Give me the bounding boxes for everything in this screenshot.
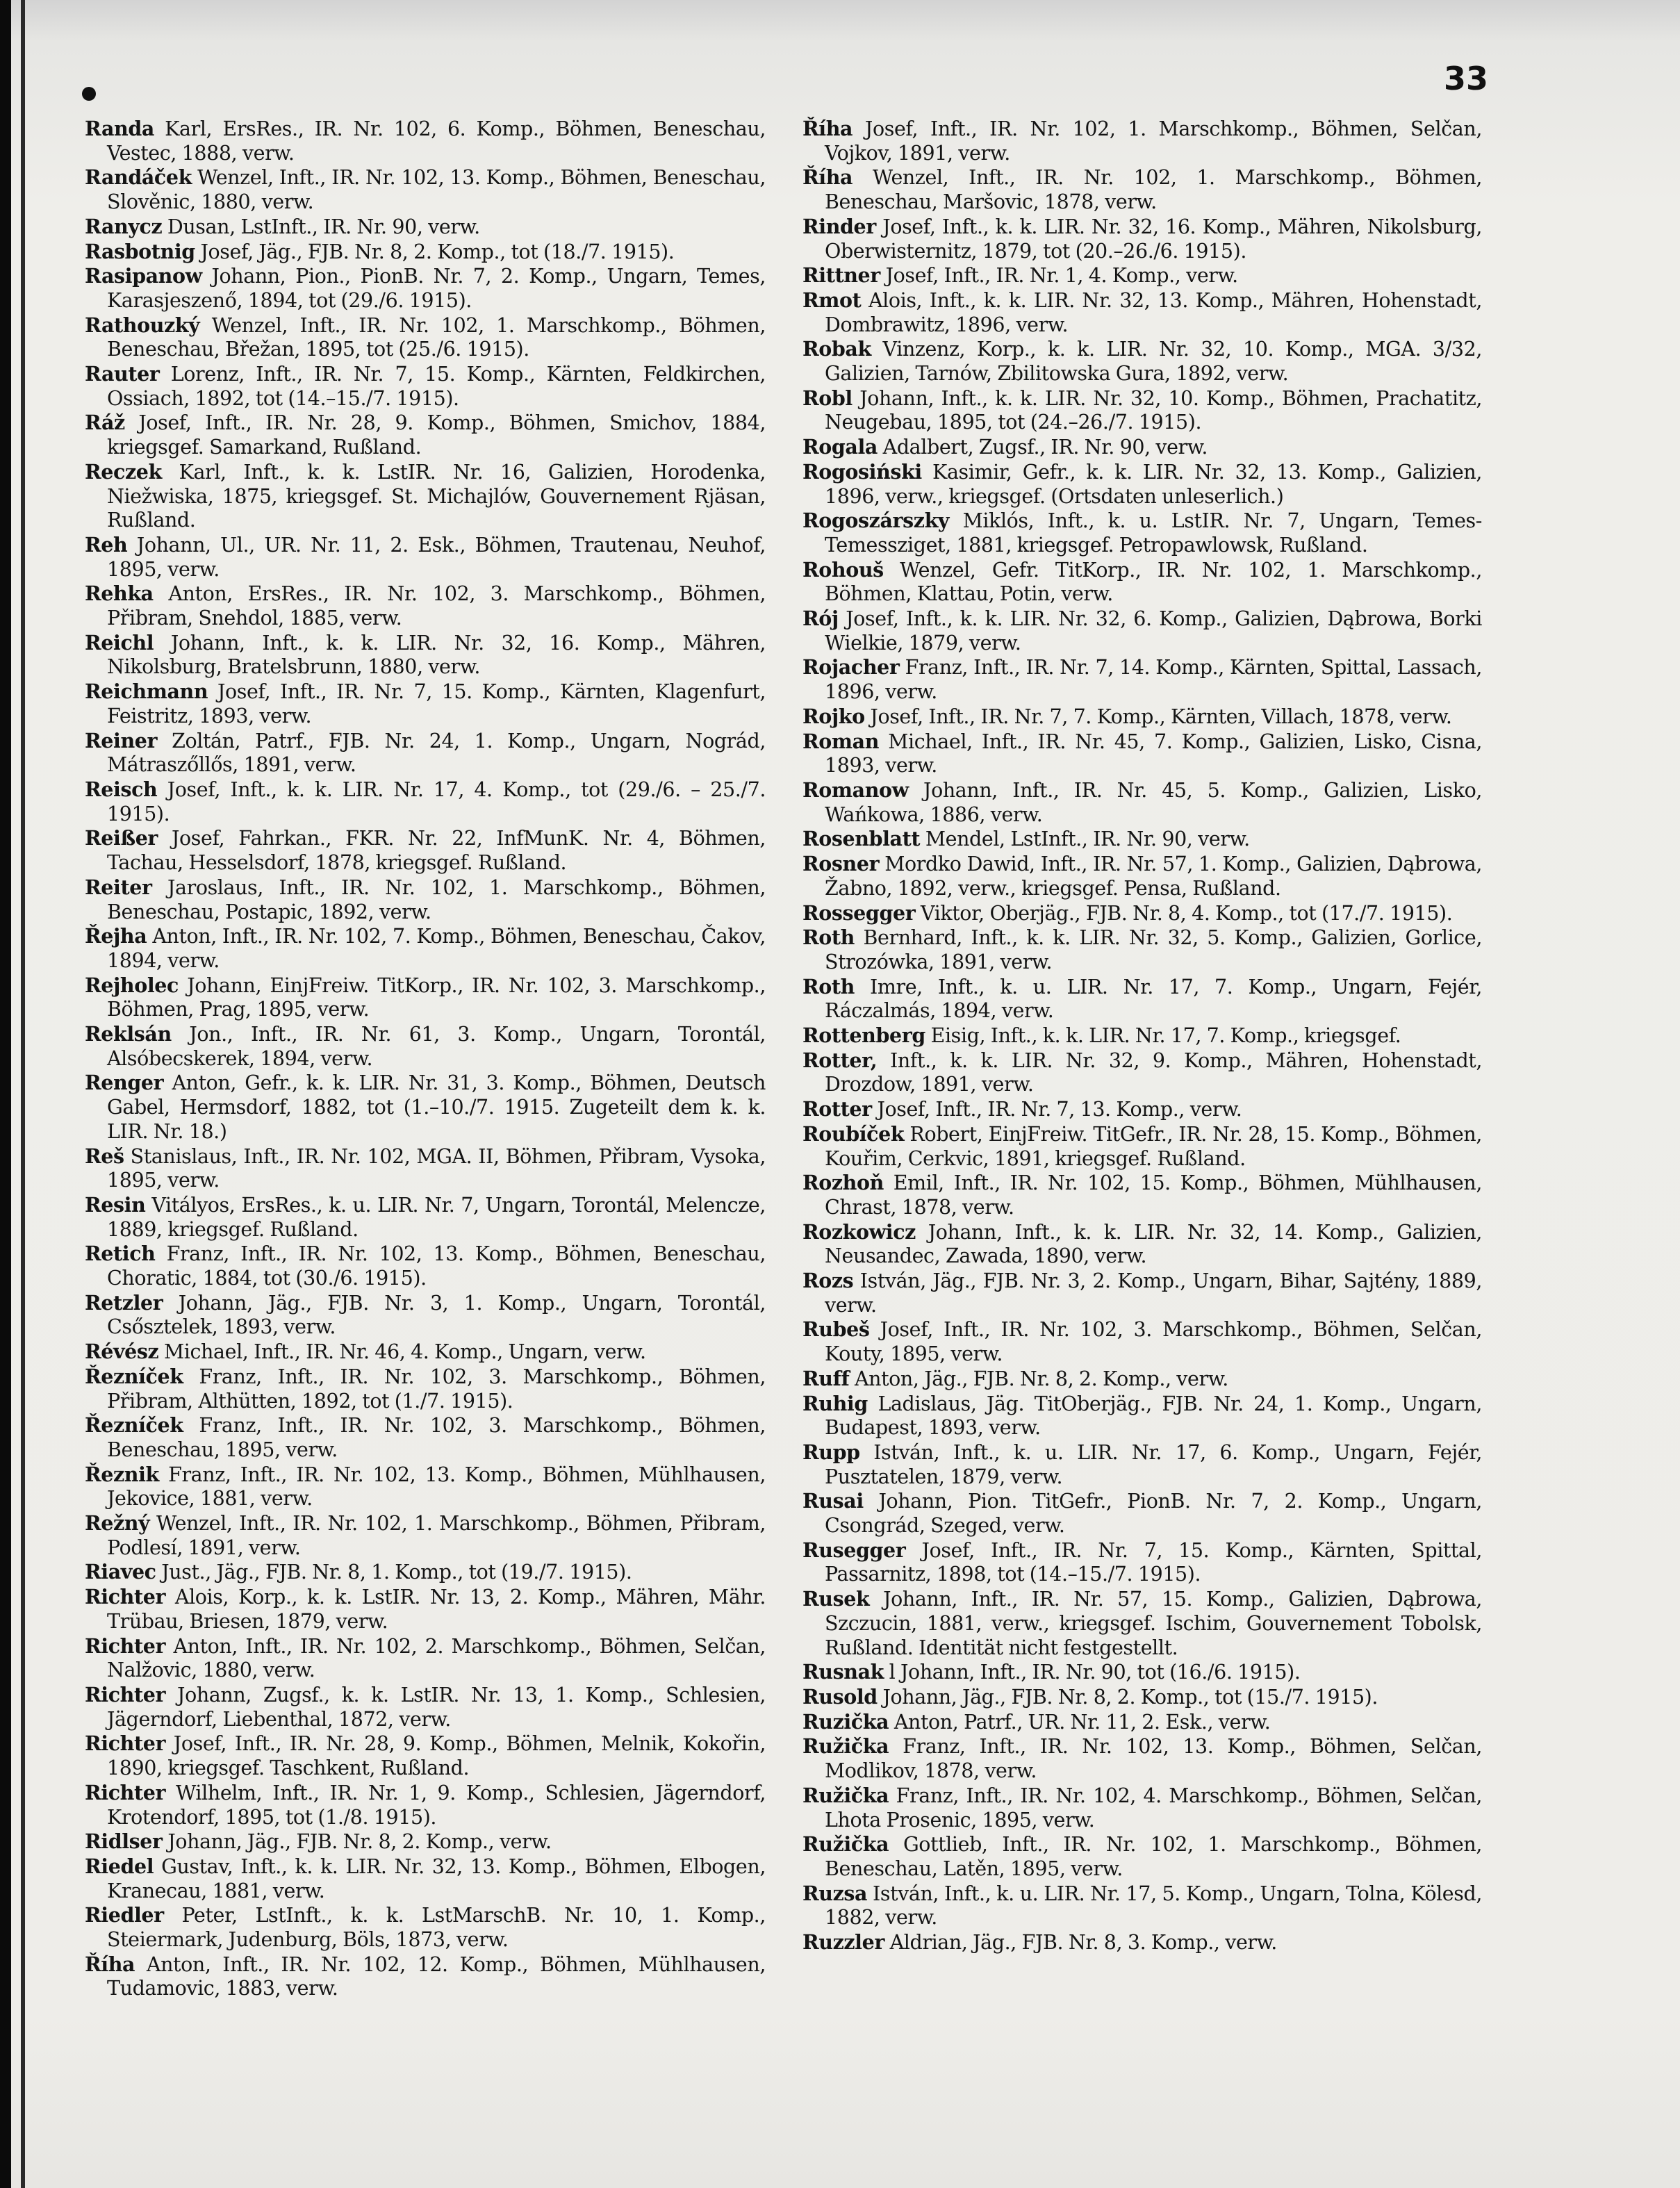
entry-details: Josef, Inft., IR. Nr. 28, 9. Komp., Böhmen, Melnik, Kokořin, 1890, kriegsgef. Taschkent, Rußland. xyxy=(107,1732,766,1780)
list-entry xyxy=(85,1585,766,1634)
entry-details: Emil, Inft., IR. Nr. 102, 15. Komp., Böhmen, Mühlhausen, Chrast, 1878, verw. xyxy=(825,1171,1482,1219)
entry-details: Johann, Jäg., FJB. Nr. 8, 2. Komp., tot (15./7. 1915). xyxy=(877,1686,1378,1709)
entry-surname: Rozkowicz xyxy=(802,1219,916,1244)
entry-details: Franz, Inft., IR. Nr. 102, 13. Komp., Böhmen, Selčan, Modlikov, 1878, verw. xyxy=(825,1735,1482,1783)
entry-details: l Johann, Inft., IR. Nr. 90, tot (16./6. 1915). xyxy=(884,1661,1301,1684)
entry-surname: Rojacher xyxy=(802,655,900,680)
entry-details: Franz, Inft., IR. Nr. 102, 13. Komp., Böhmen, Mühlhausen, Jekovice, 1881, verw. xyxy=(107,1463,766,1511)
entry-surname: Ranycz xyxy=(85,214,163,238)
entry-details: Josef, Fahrkan., FKR. Nr. 22, InfMunK. Nr. 4, Böhmen, Tachau, Hesselsdorf, 1878, kriegsgef. Rußland. xyxy=(107,827,766,875)
entry-details: Wenzel, Inft., IR. Nr. 102, 1. Marschkomp., Böhmen, Beneschau, Maršovic, 1878, verw. xyxy=(825,166,1482,214)
list-entry xyxy=(85,778,766,826)
entry-surname: Rusold xyxy=(802,1685,878,1709)
entry-surname: Resin xyxy=(85,1192,146,1217)
list-entry xyxy=(802,852,1482,900)
entry-surname: Ruzzler xyxy=(802,1930,884,1955)
entry-details: Johann, Inft., IR. Nr. 45, 5. Komp., Galizien, Lisko, Wańkowa, 1886, verw. xyxy=(825,778,1482,826)
entry-surname: Rauter xyxy=(85,362,160,386)
list-entry xyxy=(85,680,766,728)
entry-details: Aldrian, Jäg., FJB. Nr. 8, 3. Komp., verw. xyxy=(884,1931,1277,1955)
entry-details: Johann, Inft., IR. Nr. 57, 15. Komp., Galizien, Dąbrowa, Szczucin, 1881, verw., kriegsgef. Ischim, Gouvernement Tobolsk, Rußland. Identität nicht festgestellt. xyxy=(825,1588,1482,1659)
list-entry xyxy=(802,1832,1482,1881)
scan-page-edge xyxy=(21,0,25,2188)
entry-details: Anton, Gefr., k. k. LIR. Nr. 31, 3. Komp., Böhmen, Deutsch Gabel, Hermsdorf, 1882, tot (1.–10./7. 1915. Zugeteilt dem k. k. LIR. Nr. 18.) xyxy=(107,1071,766,1143)
entry-details: Josef, Inft., IR. Nr. 102, 1. Marschkomp., Böhmen, Selčan, Vojkov, 1891, verw. xyxy=(825,117,1482,165)
entry-details: Alois, Inft., k. k. LIR. Nr. 32, 13. Komp., Mähren, Hohenstadt, Dombrawitz, 1896, verw. xyxy=(825,288,1482,336)
list-entry xyxy=(85,1903,766,1952)
list-entry xyxy=(85,1022,766,1071)
entry-details: Johann, Inft., k. k. LIR. Nr. 32, 10. Komp., Böhmen, Prachatitz, Neugebau, 1895, tot (24.–26./7. 1915). xyxy=(825,386,1482,434)
list-entry xyxy=(802,975,1482,1023)
entry-details: Wenzel, Gefr. TitKorp., IR. Nr. 102, 1. Marschkomp., Böhmen, Klattau, Potin, verw. xyxy=(825,558,1482,606)
entry-details: Gottlieb, Inft., IR. Nr. 102, 1. Marschkomp., Böhmen, Beneschau, Latěn, 1895, verw. xyxy=(825,1833,1482,1880)
list-entry xyxy=(85,264,766,313)
entry-surname: Reichl xyxy=(85,630,154,655)
entry-details: Jon., Inft., IR. Nr. 61, 3. Komp., Ungarn, Torontál, Alsóbecskerek, 1894, verw. xyxy=(107,1023,766,1070)
entry-surname: Randa xyxy=(85,117,154,140)
entry-surname: Rubeš xyxy=(802,1317,870,1342)
list-entry xyxy=(802,1538,1482,1587)
entry-surname: Rojko xyxy=(802,704,865,728)
entry-surname: Řejha xyxy=(85,924,147,948)
entry-details: István, Inft., k. u. LIR. Nr. 17, 5. Komp., Ungarn, Tolna, Kölesd, 1882, verw. xyxy=(825,1882,1482,1930)
entry-surname: Roubíček xyxy=(802,1121,905,1146)
entry-surname: Reißer xyxy=(85,826,158,850)
list-entry xyxy=(802,655,1482,704)
list-entry xyxy=(85,1365,766,1413)
entry-surname: Robak xyxy=(802,337,871,361)
list-entry xyxy=(802,117,1482,165)
list-entry xyxy=(802,1685,1482,1710)
entry-surname: Rozs xyxy=(802,1269,854,1293)
entry-details: Wilhelm, Inft., IR. Nr. 1, 9. Komp., Schlesien, Jägerndorf, Krotendorf, 1895, tot (1./8. 1915). xyxy=(107,1781,766,1829)
entry-details: Michael, Inft., IR. Nr. 46, 4. Komp., Ungarn, verw. xyxy=(158,1340,646,1364)
entry-details: Josef, Inft., IR. Nr. 7, 7. Komp., Kärnten, Villach, 1878, verw. xyxy=(864,705,1452,728)
list-entry xyxy=(85,1781,766,1829)
list-entry xyxy=(802,1023,1482,1048)
list-entry xyxy=(802,558,1482,607)
list-entry xyxy=(85,582,766,630)
entry-details: Kasimir, Gefr., k. k. LIR. Nr. 32, 13. Komp., Galizien, 1896, verw., kriegsgef. (Ortsdaten unleserlich.) xyxy=(825,460,1482,508)
entry-details: Franz, Inft., IR. Nr. 102, 4. Marschkomp., Böhmen, Selčan, Lhota Prosenic, 1895, verw. xyxy=(825,1784,1482,1832)
list-entry xyxy=(85,1732,766,1780)
list-entry xyxy=(802,263,1482,288)
entry-surname: Rosenblatt xyxy=(802,827,921,851)
entry-surname: Reczek xyxy=(85,459,162,484)
entry-surname: Ruhig xyxy=(802,1391,868,1415)
list-entry xyxy=(85,1413,766,1462)
entry-surname: Rusegger xyxy=(802,1538,906,1562)
list-entry xyxy=(85,924,766,973)
entry-surname: Richter xyxy=(85,1683,166,1706)
list-entry xyxy=(85,1560,766,1585)
entry-surname: Ruff xyxy=(802,1366,850,1390)
entry-details: Anton, Inft., IR. Nr. 102, 2. Marschkomp., Böhmen, Selčan, Nalžovic, 1880, verw. xyxy=(107,1634,766,1682)
entry-details: Vitályos, ErsRes., k. u. LIR. Nr. 7, Ungarn, Torontál, Melencze, 1889, kriegsgef. Rußland. xyxy=(107,1193,766,1241)
list-entry xyxy=(802,288,1482,337)
list-entry xyxy=(85,165,766,214)
entry-details: Vinzenz, Korp., k. k. LIR. Nr. 32, 10. Komp., MGA. 3/32, Galizien, Tarnów, Zbilitowska Gura, 1892, verw. xyxy=(825,338,1482,386)
entry-surname: Rotter, xyxy=(802,1048,878,1072)
entry-surname: Rój xyxy=(802,607,839,631)
entry-surname: Ružička xyxy=(802,1832,889,1857)
entry-details: Johann, Zugsf., k. k. LstIR. Nr. 13, 1. Komp., Schlesien, Jägerndorf, Liebenthal, 1872, verw. xyxy=(107,1684,766,1731)
entry-surname: Rehka xyxy=(85,582,154,606)
list-entry xyxy=(85,1511,766,1560)
list-entry xyxy=(85,1144,766,1193)
list-entry xyxy=(85,1854,766,1903)
list-entry xyxy=(802,435,1482,460)
entry-details: Franz, Inft., IR. Nr. 7, 14. Komp., Kärnten, Spittal, Lassach, 1896, verw. xyxy=(825,656,1482,704)
entry-surname: Ráž xyxy=(85,411,125,435)
entry-surname: Rottenberg xyxy=(802,1023,925,1048)
entry-details: Johann, Ul., UR. Nr. 11, 2. Esk., Böhmen, Trautenau, Neuhof, 1895, verw. xyxy=(107,533,766,581)
list-entry xyxy=(802,901,1482,926)
entry-details: Ladislaus, Jäg. TitOberjäg., FJB. Nr. 24, 1. Komp., Ungarn, Budapest, 1893, verw. xyxy=(825,1392,1482,1440)
entry-details: Alois, Korp., k. k. LstIR. Nr. 13, 2. Komp., Mähren, Mähr. Trübau, Briesen, 1879, verw. xyxy=(107,1586,766,1633)
list-entry xyxy=(802,1587,1482,1660)
list-entry xyxy=(802,1171,1482,1219)
list-entry xyxy=(802,215,1482,263)
entry-surname: Reisch xyxy=(85,777,158,801)
entry-surname: Rosner xyxy=(802,852,880,876)
list-entry xyxy=(802,926,1482,974)
page-number: 33 xyxy=(1443,60,1488,97)
list-entry xyxy=(85,1242,766,1290)
entry-details: Anton, ErsRes., IR. Nr. 102, 3. Marschkomp., Böhmen, Přibram, Snehdol, 1885, verw. xyxy=(107,582,766,630)
entry-surname: Révész xyxy=(85,1340,159,1364)
entry-surname: Romanow xyxy=(802,778,909,802)
list-entry xyxy=(802,1269,1482,1317)
entry-surname: Rmot xyxy=(802,288,862,312)
list-entry xyxy=(85,1071,766,1144)
bullet-mark xyxy=(82,87,96,101)
list-entry xyxy=(802,1882,1482,1930)
list-entry xyxy=(802,1489,1482,1538)
list-entry xyxy=(85,1291,766,1340)
list-entry xyxy=(802,607,1482,655)
entry-details: Josef, Inft., IR. Nr. 1, 4. Komp., verw. xyxy=(880,264,1238,288)
list-entry xyxy=(802,1317,1482,1366)
entry-surname: Rotter xyxy=(802,1097,872,1121)
list-entry xyxy=(802,386,1482,435)
list-entry xyxy=(85,533,766,582)
entry-surname: Richter xyxy=(85,1780,166,1804)
entry-surname: Rossegger xyxy=(802,900,916,925)
entry-surname: Režný xyxy=(85,1511,150,1536)
entry-surname: Roman xyxy=(802,729,880,753)
entry-surname: Retich xyxy=(85,1242,156,1266)
entry-surname: Riavec xyxy=(85,1560,156,1584)
entry-surname: Richter xyxy=(85,1585,166,1609)
list-entry xyxy=(802,1784,1482,1832)
entry-details: Karl, ErsRes., IR. Nr. 102, 6. Komp., Böhmen, Beneschau, Vestec, 1888, verw. xyxy=(107,117,766,165)
entry-details: Johann, Jäg., FJB. Nr. 8, 2. Komp., verw. xyxy=(162,1830,552,1854)
entry-details: Mendel, LstInft., IR. Nr. 90, verw. xyxy=(920,828,1250,851)
entry-surname: Riedel xyxy=(85,1854,154,1878)
entry-surname: Ruzsa xyxy=(802,1881,868,1905)
list-entry xyxy=(85,1952,766,2001)
list-entry xyxy=(802,1734,1482,1783)
entry-details: Johann, Pion., PionB. Nr. 7, 2. Komp., Ungarn, Temes, Karasjeszenő, 1894, tot (29./6. 1915). xyxy=(107,265,766,312)
entry-details: Peter, LstInft., k. k. LstMarschB. Nr. 10, 1. Komp., Steiermark, Judenburg, Böls, 1873, verw. xyxy=(107,1904,766,1952)
left-column xyxy=(85,117,766,2001)
list-entry xyxy=(85,313,766,362)
list-entry xyxy=(802,1122,1482,1171)
entry-surname: Rasbotnig xyxy=(85,239,195,263)
entry-details: István, Jäg., FJB. Nr. 3, 2. Komp., Ungarn, Bihar, Sajtény, 1889, verw. xyxy=(825,1269,1482,1317)
entry-details: Johann, EinjFreiw. TitKorp., IR. Nr. 102, 3. Marschkomp., Böhmen, Prag, 1895, verw. xyxy=(107,973,766,1021)
entry-details: Viktor, Oberjäg., FJB. Nr. 8, 4. Komp., tot (17./7. 1915). xyxy=(915,901,1453,925)
right-column xyxy=(802,117,1482,1955)
entry-surname: Řezníček xyxy=(85,1413,183,1438)
entry-details: Johann, Pion. TitGefr., PionB. Nr. 7, 2. Komp., Ungarn, Csongrád, Szeged, verw. xyxy=(825,1490,1482,1538)
list-entry xyxy=(802,827,1482,852)
entry-details: Adalbert, Zugsf., IR. Nr. 90, verw. xyxy=(877,436,1208,459)
list-entry xyxy=(85,215,766,240)
list-entry xyxy=(802,1367,1482,1392)
entry-surname: Rupp xyxy=(802,1440,860,1464)
list-entry xyxy=(85,729,766,778)
entry-details: Michael, Inft., IR. Nr. 45, 7. Komp., Galizien, Lisko, Cisna, 1893, verw. xyxy=(825,730,1482,778)
entry-details: Inft., k. k. LIR. Nr. 32, 9. Komp., Mähren, Hohenstadt, Drozdow, 1891, verw. xyxy=(825,1048,1482,1096)
entry-surname: Roth xyxy=(802,974,855,998)
entry-details: Josef, Jäg., FJB. Nr. 8, 2. Komp., tot (18./7. 1915). xyxy=(195,240,675,263)
entry-details: Johann, Inft., k. k. LIR. Nr. 32, 14. Komp., Galizien, Neusandec, Zawada, 1890, verw. xyxy=(825,1220,1482,1268)
entry-details: Eisig, Inft., k. k. LIR. Nr. 17, 7. Komp., kriegsgef. xyxy=(925,1024,1401,1048)
entry-details: Gustav, Inft., k. k. LIR. Nr. 32, 13. Komp., Böhmen, Elbogen, Kranecau, 1881, verw. xyxy=(107,1854,766,1902)
entry-surname: Reiner xyxy=(85,728,158,752)
list-entry xyxy=(85,411,766,459)
list-entry xyxy=(802,1097,1482,1122)
entry-details: Dusan, LstInft., IR. Nr. 90, verw. xyxy=(162,215,480,238)
entry-surname: Rinder xyxy=(802,214,876,238)
entry-details: Wenzel, Inft., IR. Nr. 102, 13. Komp., Böhmen, Beneschau, Slověnic, 1880, verw. xyxy=(107,166,766,214)
entry-surname: Rohouš xyxy=(802,557,884,582)
entry-surname: Rittner xyxy=(802,263,880,288)
entry-details: Just., Jäg., FJB. Nr. 8, 1. Komp., tot (19./7. 1915). xyxy=(156,1561,632,1584)
entry-details: Anton, Inft., IR. Nr. 102, 12. Komp., Böhmen, Mühlhausen, Tudamovic, 1883, verw. xyxy=(107,1952,766,2000)
entry-surname: Reiter xyxy=(85,875,152,899)
entry-details: Robert, EinjFreiw. TitGefr., IR. Nr. 28, 15. Komp., Böhmen, Kouřim, Cerkvic, 1891, kriegsgef. Rußland. xyxy=(825,1122,1482,1170)
list-entry xyxy=(85,1683,766,1732)
entry-details: Zoltán, Patrf., FJB. Nr. 24, 1. Komp., Ungarn, Nográd, Mátraszőllős, 1891, verw. xyxy=(107,729,766,777)
entry-surname: Rusnak xyxy=(802,1660,884,1684)
list-entry xyxy=(85,362,766,411)
entry-surname: Rogoszárszky xyxy=(802,509,950,533)
entry-details: Imre, Inft., k. u. LIR. Nr. 17, 7. Komp., Ungarn, Fejér, Ráczalmás, 1894, verw. xyxy=(825,975,1482,1023)
list-entry xyxy=(802,778,1482,827)
entry-details: Mordko Dawid, Inft., IR. Nr. 57, 1. Komp., Galizien, Dąbrowa, Žabno, 1892, verw., kriegsgef. Pensa, Rußland. xyxy=(825,853,1482,900)
list-entry xyxy=(802,165,1482,214)
list-entry xyxy=(802,705,1482,730)
entry-surname: Říha xyxy=(802,165,853,190)
entry-details: Stanislaus, Inft., IR. Nr. 102, MGA. II, Böhmen, Přibram, Vysoka, 1895, verw. xyxy=(107,1144,766,1192)
entry-details: Franz, Inft., IR. Nr. 102, 13. Komp., Böhmen, Beneschau, Choratic, 1884, tot (30./6. 1915). xyxy=(107,1242,766,1290)
list-entry xyxy=(85,973,766,1022)
entry-details: Franz, Inft., IR. Nr. 102, 3. Marschkomp., Böhmen, Beneschau, 1895, verw. xyxy=(107,1414,766,1461)
entry-details: Anton, Inft., IR. Nr. 102, 7. Komp., Böhmen, Beneschau, Čakov, 1894, verw. xyxy=(107,925,766,972)
entry-details: Josef, Inft., k. k. LIR. Nr. 32, 6. Komp., Galizien, Dąbrowa, Borki Wielkie, 1879, verw. xyxy=(825,607,1482,655)
list-entry xyxy=(85,1463,766,1511)
entry-surname: Retzler xyxy=(85,1290,163,1315)
entry-surname: Ridlser xyxy=(85,1829,163,1854)
entry-details: Anton, Jäg., FJB. Nr. 8, 2. Komp., verw. xyxy=(849,1367,1228,1390)
entry-details: Bernhard, Inft., k. k. LIR. Nr. 32, 5. Komp., Galizien, Gorlice, Strozówka, 1891, verw. xyxy=(825,926,1482,973)
entry-surname: Renger xyxy=(85,1071,164,1095)
entry-details: Josef, Inft., IR. Nr. 102, 3. Marschkomp., Böhmen, Selčan, Kouty, 1895, verw. xyxy=(825,1318,1482,1366)
list-entry xyxy=(802,1048,1482,1097)
entry-surname: Rejholec xyxy=(85,973,179,997)
entry-surname: Rasipanow xyxy=(85,264,202,288)
entry-details: Johann, Jäg., FJB. Nr. 3, 1. Komp., Ungarn, Torontál, Csősztelek, 1893, verw. xyxy=(107,1291,766,1339)
list-entry xyxy=(802,509,1482,557)
entry-details: Anton, Patrf., UR. Nr. 11, 2. Esk., verw. xyxy=(889,1710,1271,1734)
entry-surname: Rathouzký xyxy=(85,313,200,337)
scan-binding-edge xyxy=(0,0,11,2188)
list-entry xyxy=(85,240,766,265)
entry-details: Josef, Inft., IR. Nr. 7, 15. Komp., Kärnten, Spittal, Passarnitz, 1898, tot (14.–15./7. 1915). xyxy=(825,1538,1482,1586)
entry-surname: Rusai xyxy=(802,1489,864,1513)
list-entry xyxy=(85,1634,766,1683)
entry-details: Wenzel, Inft., IR. Nr. 102, 1. Marschkomp., Böhmen, Beneschau, Břežan, 1895, tot (25./6. 1915). xyxy=(107,313,766,361)
entry-surname: Říha xyxy=(802,117,853,140)
list-entry xyxy=(85,460,766,533)
entry-details: Josef, Inft., IR. Nr. 7, 15. Komp., Kärnten, Klagenfurt, Feistritz, 1893, verw. xyxy=(107,680,766,727)
list-entry xyxy=(85,117,766,165)
entry-surname: Rogala xyxy=(802,435,878,459)
list-entry xyxy=(85,826,766,875)
entry-details: Lorenz, Inft., IR. Nr. 7, 15. Komp., Kärnten, Feldkirchen, Ossiach, 1892, tot (14.–15./7. 1915). xyxy=(107,363,766,410)
entry-surname: Řezníček xyxy=(85,1364,183,1388)
list-entry xyxy=(85,1193,766,1242)
entry-surname: Reš xyxy=(85,1144,124,1168)
entry-surname: Říha xyxy=(85,1952,135,1976)
list-entry xyxy=(85,875,766,924)
entry-surname: Richter xyxy=(85,1634,166,1658)
entry-details: Josef, Inft., k. k. LIR. Nr. 32, 16. Komp., Mähren, Nikolsburg, Oberwisternitz, 1879, tot (20.–26./6. 1915). xyxy=(825,215,1482,263)
list-entry xyxy=(802,1440,1482,1489)
entry-surname: Roth xyxy=(802,926,855,950)
entry-details: Franz, Inft., IR. Nr. 102, 3. Marschkomp., Böhmen, Přibram, Althütten, 1892, tot (1./7. 1915). xyxy=(107,1365,766,1413)
entry-surname: Richter xyxy=(85,1732,166,1756)
entry-surname: Riedler xyxy=(85,1903,164,1927)
entry-details: Johann, Inft., k. k. LIR. Nr. 32, 16. Komp., Mähren, Nikolsburg, Bratelsbrunn, 1880, verw. xyxy=(107,631,766,679)
entry-surname: Reichmann xyxy=(85,680,208,704)
entry-surname: Řeznik xyxy=(85,1462,159,1486)
list-entry xyxy=(802,337,1482,386)
list-entry xyxy=(802,1930,1482,1955)
entry-surname: Ružička xyxy=(802,1783,889,1807)
list-entry xyxy=(802,460,1482,509)
entry-surname: Rusek xyxy=(802,1587,870,1611)
entry-details: Karl, Inft., k. k. LstIR. Nr. 16, Galizien, Horodenka, Niežwiska, 1875, kriegsgef. St. Michajlów, Gouvernement Rjäsan, Rußland. xyxy=(107,460,766,532)
entry-surname: Ružička xyxy=(802,1734,889,1759)
entry-details: Jaroslaus, Inft., IR. Nr. 102, 1. Marschkomp., Böhmen, Beneschau, Postapic, 1892, verw. xyxy=(107,875,766,923)
entry-details: Josef, Inft., k. k. LIR. Nr. 17, 4. Komp., tot (29./6. – 25./7. 1915). xyxy=(107,778,766,825)
entry-details: Josef, Inft., IR. Nr. 7, 13. Komp., verw. xyxy=(871,1098,1242,1121)
list-entry xyxy=(802,1220,1482,1269)
list-entry xyxy=(85,1340,766,1365)
list-entry xyxy=(802,730,1482,778)
entry-surname: Rozhoň xyxy=(802,1171,884,1195)
list-entry xyxy=(802,1660,1482,1685)
entry-surname: Randáček xyxy=(85,165,192,190)
entry-surname: Rogosiński xyxy=(802,459,922,484)
entry-surname: Reh xyxy=(85,532,128,557)
entry-details: István, Inft., k. u. LIR. Nr. 17, 6. Komp., Ungarn, Fejér, Pusztatelen, 1879, verw. xyxy=(825,1440,1482,1488)
entry-surname: Reklsán xyxy=(85,1022,172,1046)
entry-surname: Robl xyxy=(802,386,853,410)
entry-details: Josef, Inft., IR. Nr. 28, 9. Komp., Böhmen, Smichov, 1884, kriegsgef. Samarkand, Rußland. xyxy=(107,411,766,459)
list-entry xyxy=(85,631,766,680)
entry-surname: Ruzička xyxy=(802,1709,889,1734)
list-entry xyxy=(802,1710,1482,1735)
entry-details: Miklós, Inft., k. u. LstIR. Nr. 7, Ungarn, Temes-Temessziget, 1881, kriegsgef. Petropawlowsk, Rußland. xyxy=(825,509,1482,557)
list-entry xyxy=(85,1829,766,1854)
list-entry xyxy=(802,1392,1482,1440)
entry-details: Wenzel, Inft., IR. Nr. 102, 1. Marschkomp., Böhmen, Přibram, Podlesí, 1891, verw. xyxy=(107,1512,766,1559)
